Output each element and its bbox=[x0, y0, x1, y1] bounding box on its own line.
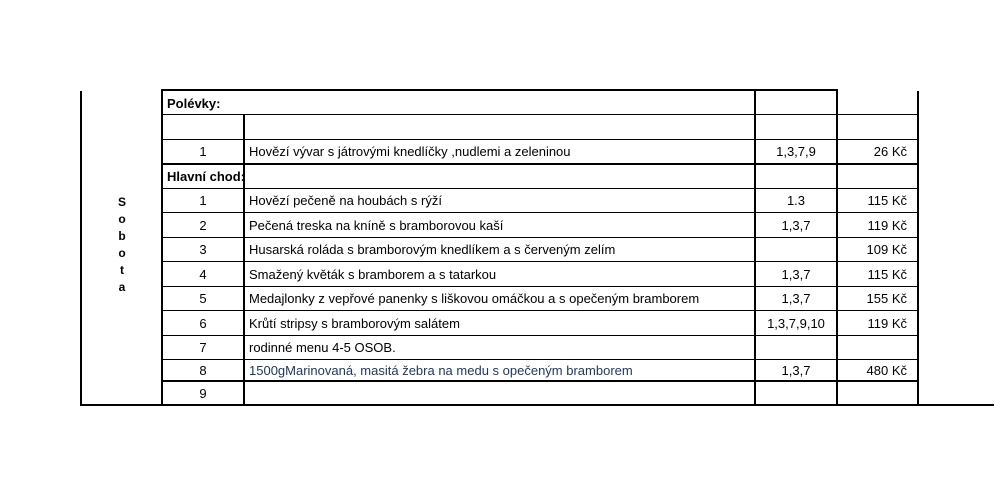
soup-allergens: 1,3,7,9 bbox=[776, 144, 816, 159]
dish-allergens bbox=[756, 336, 836, 359]
main-dishes-header: Hlavní chod: bbox=[167, 169, 246, 184]
dish-number: 3 bbox=[199, 242, 207, 257]
dish-allergens: 1,3,7 bbox=[781, 266, 811, 282]
dish-price: 109 Kč bbox=[866, 242, 907, 257]
dish-price: 480 Kč bbox=[866, 362, 907, 378]
dish-price: 119 Kč bbox=[867, 315, 907, 331]
dish-allergens: 1,3,7 bbox=[781, 362, 811, 378]
soup-name: Hovězí vývar s játrovými knedlíčky ,nudlemi a zeleninou bbox=[249, 144, 571, 159]
dish-number: 6 bbox=[199, 315, 207, 331]
dish-number: 5 bbox=[199, 291, 207, 306]
dish-number: 8 bbox=[199, 362, 207, 378]
dish-name: Pečená treska na kníně s bramborovou kaší bbox=[249, 217, 504, 233]
soups-header: Polévky: bbox=[167, 95, 221, 111]
dish-name: Medajlonky z vepřové panenky s liškovou omáčkou a s opečeným bramborem bbox=[249, 291, 700, 306]
soup-price: 26 Kč bbox=[873, 144, 907, 159]
dish-name: Krůtí stripsy s bramborovým salátem bbox=[249, 315, 460, 331]
dish-allergens: 1,3,7 bbox=[781, 217, 811, 233]
dish-name: Hovězí pečeně na houbách s rýží bbox=[249, 193, 442, 208]
dish-price: 115 Kč bbox=[867, 193, 907, 208]
dish-price: 119 Kč bbox=[867, 217, 907, 233]
dish-allergens bbox=[756, 382, 836, 404]
dish-number: 7 bbox=[199, 340, 207, 355]
dish-number: 9 bbox=[199, 385, 207, 401]
dish-allergens: 1,3,7 bbox=[781, 291, 811, 306]
dish-number: 4 bbox=[199, 266, 207, 282]
dish-name: rodinné menu 4-5 OSOB. bbox=[249, 340, 396, 355]
dish-price bbox=[838, 336, 917, 359]
dish-name: 1500gMarinovaná, masitá žebra na medu s opečeným bramborem bbox=[249, 362, 633, 378]
dish-price bbox=[838, 382, 917, 404]
dish-name bbox=[245, 382, 754, 404]
dish-allergens: 1,3,7,9,10 bbox=[767, 315, 825, 331]
dish-price: 115 Kč bbox=[867, 266, 907, 282]
day-label: S o b o t a bbox=[117, 195, 126, 294]
dish-number: 1 bbox=[199, 193, 207, 208]
dish-name: Husarská roláda s bramborovým knedlíkem a s červeným zelím bbox=[249, 242, 616, 257]
dish-name: Smažený květák s bramborem a s tatarkou bbox=[249, 266, 497, 282]
dish-number: 2 bbox=[199, 217, 207, 233]
dish-price: 155 Kč bbox=[866, 291, 907, 306]
soup-number: 1 bbox=[199, 144, 207, 159]
dish-allergens: 1.3 bbox=[786, 193, 806, 208]
dish-allergens bbox=[756, 238, 836, 261]
